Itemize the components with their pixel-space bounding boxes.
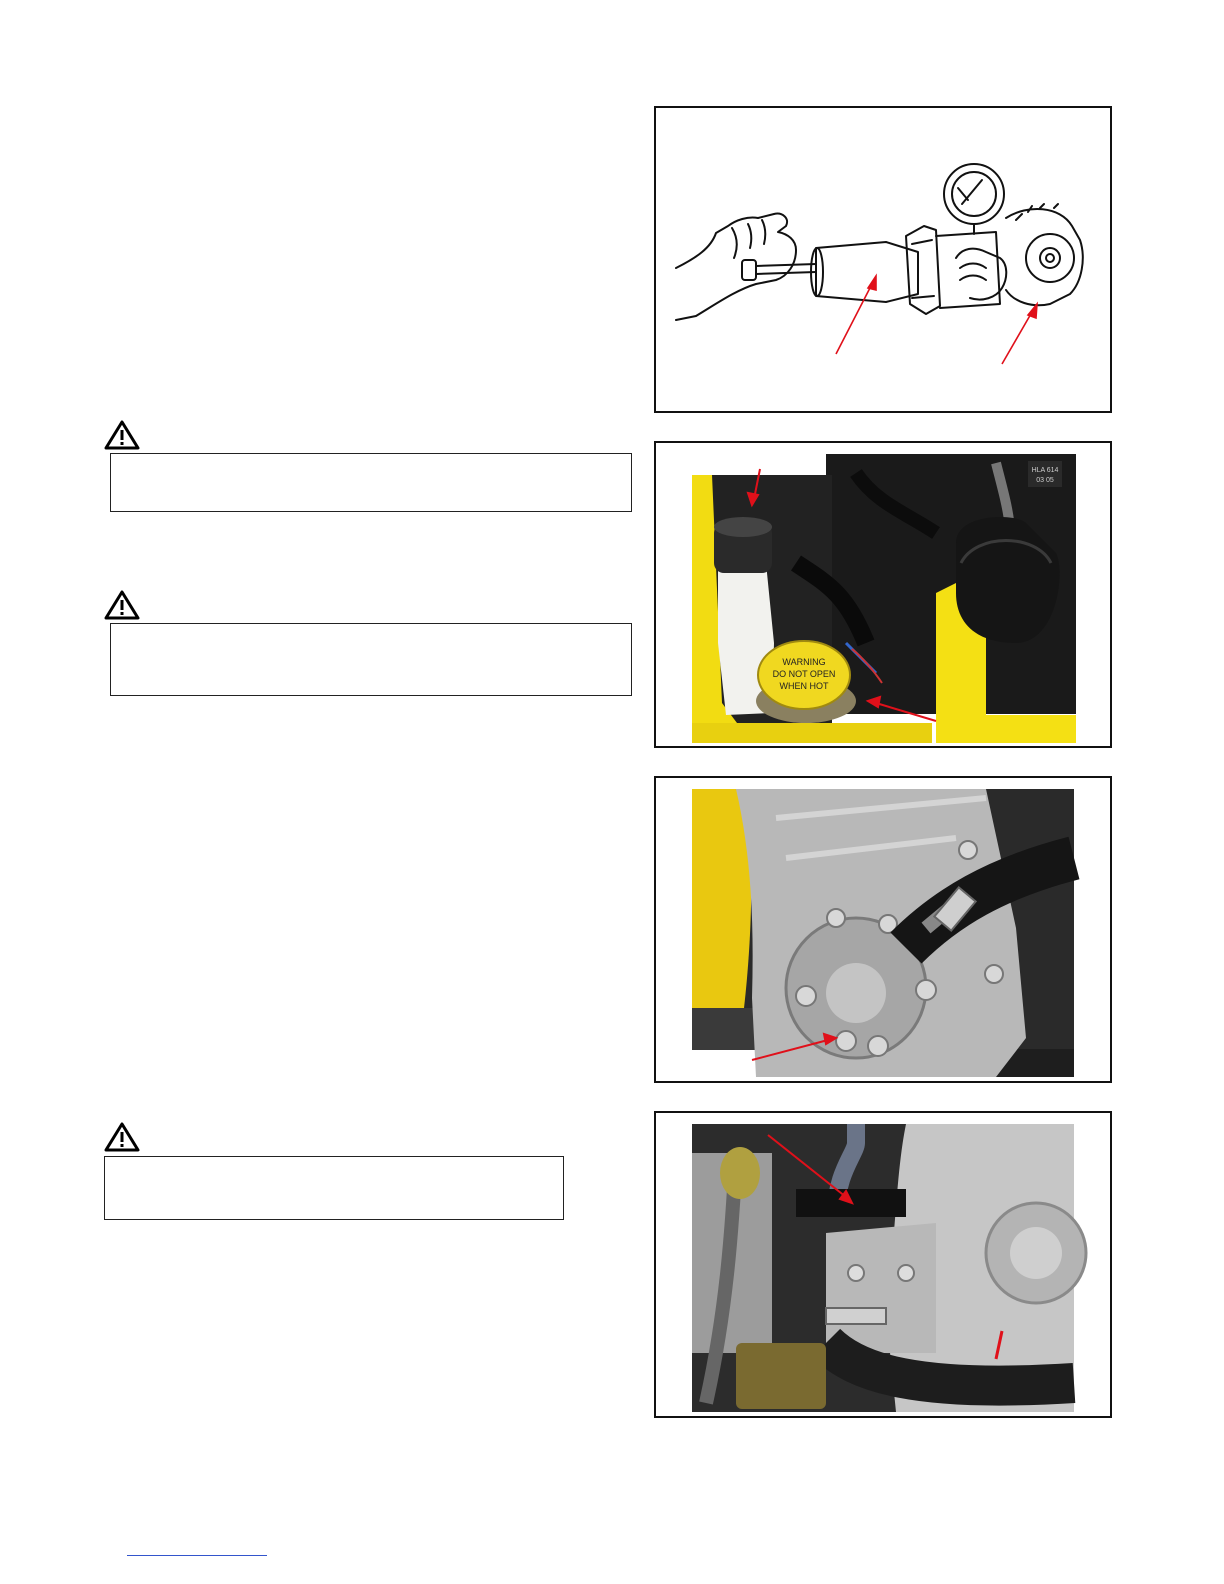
warning-triangle-icon xyxy=(104,420,140,450)
relay-tag-line1: HLA 614 xyxy=(1031,467,1059,474)
water-pump-photo xyxy=(656,778,1110,1081)
cap-sticker-line3: WHEN HOT xyxy=(779,681,829,691)
figure-radiator-cap-photo xyxy=(654,441,1112,748)
figure-thermostat-photo xyxy=(654,1111,1112,1418)
figure-water-pump-photo xyxy=(654,776,1112,1083)
cap-sticker-line1: WARNING xyxy=(782,657,826,667)
radiator-cap-photo xyxy=(656,443,1110,746)
warning-triangle-icon xyxy=(104,1122,140,1152)
footer-link[interactable] xyxy=(127,1555,267,1556)
warning-box-1 xyxy=(110,453,632,512)
thermostat-photo xyxy=(656,1113,1110,1416)
relay-tag-line2: 03 05 xyxy=(1036,477,1054,484)
warning-box-3 xyxy=(104,1156,564,1220)
figure-pressure-tester xyxy=(654,106,1112,413)
pressure-tester-drawing xyxy=(656,108,1110,411)
cap-sticker-line2: DO NOT OPEN xyxy=(772,669,836,679)
warning-triangle-icon xyxy=(104,590,140,620)
warning-box-2 xyxy=(110,623,632,696)
